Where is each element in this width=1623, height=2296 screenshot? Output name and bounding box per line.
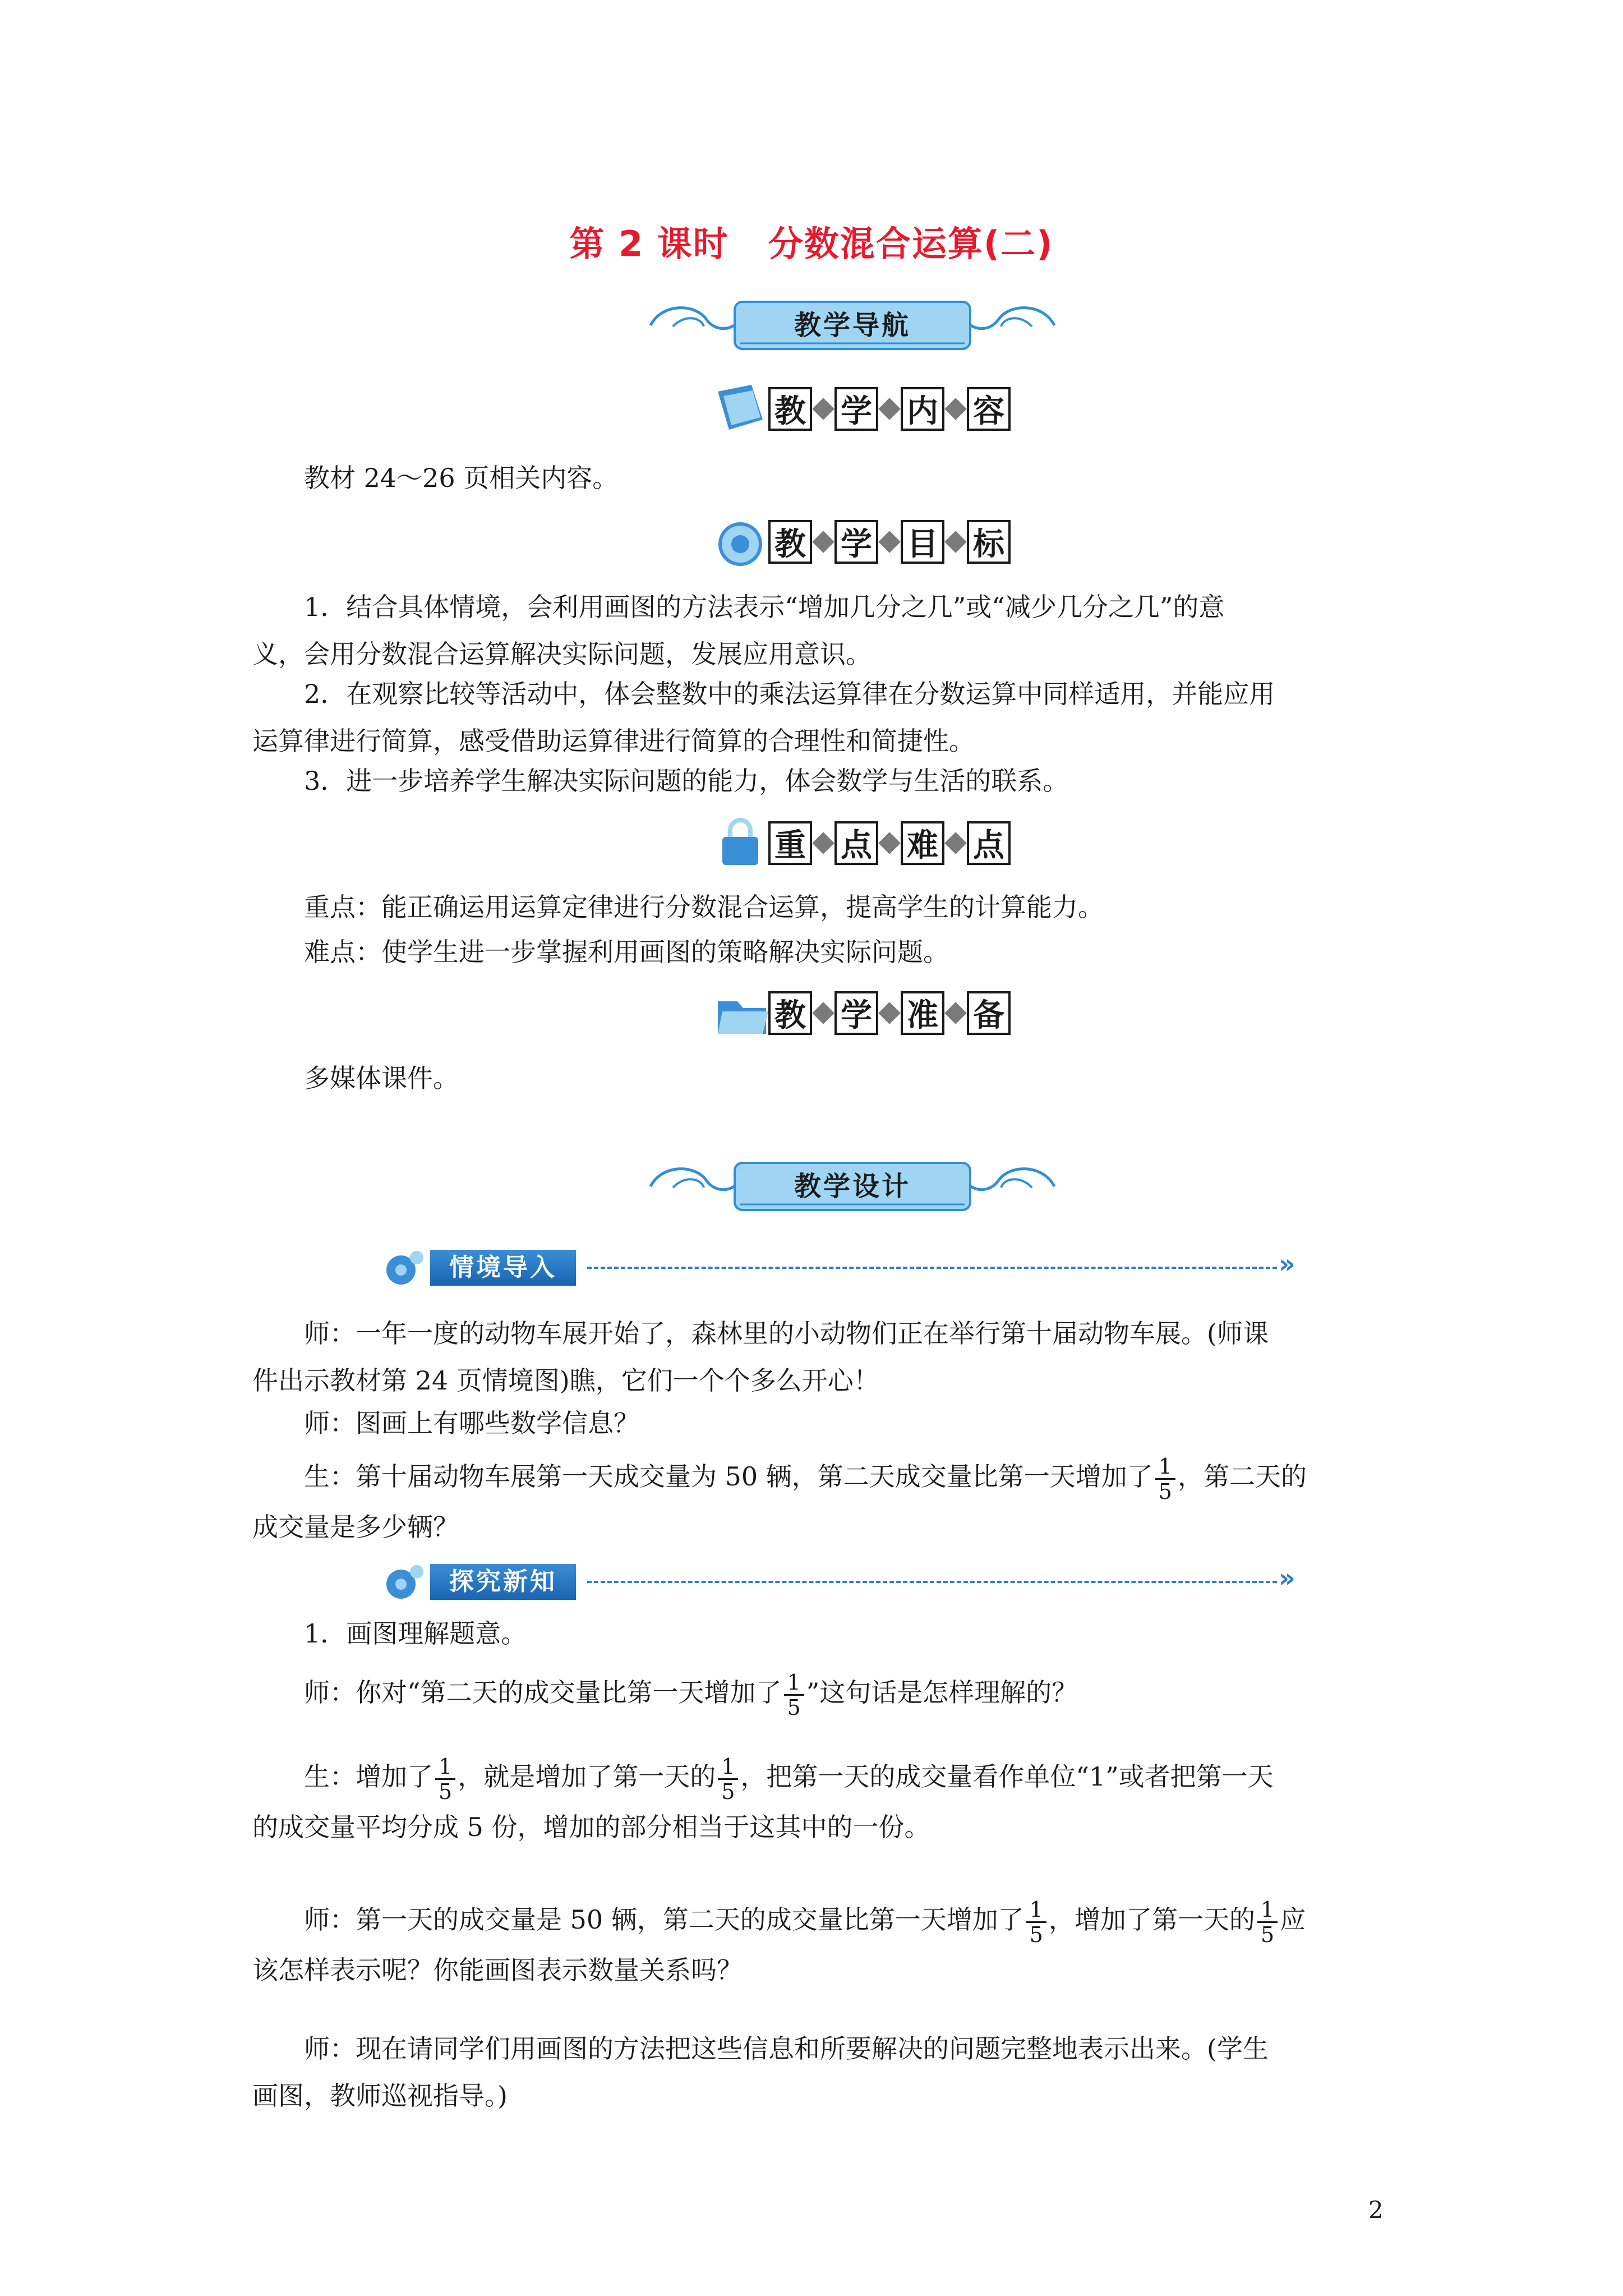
- q5: 师：现在请同学们用画图的方法把这些信息和所要解决的问题完整地表示出来。(学生 画图，教师巡视指导。): [252, 2033, 1269, 2111]
- q3: 生：增加了 $\frac{1}{5}$ ，就是增加了第一天的 $\frac{1}{5}$ ，把第一天的成交量看作单位“1”或者把第一天 的成交量平均分成 5 份，增加的部分相当于这其中的一份。: [252, 1754, 1274, 1842]
- phase-scenario-intro: 情境导入 »: [379, 1245, 1321, 1290]
- gear-icon: [379, 1559, 429, 1604]
- goal-2: 2．在观察比较等活动中，体会整数中的乘法运算律在分数运算中同样适用，并能应用 运算律进行简算，感受借助运算律进行简算的合理性和简捷性。: [252, 679, 1275, 756]
- goal-1: 1．结合具体情境，会利用画图的方法表示“增加几分之几”或“减少几分之几”的意 义，会用分数混合运算解决实际问题，发展应用意识。: [252, 592, 1225, 669]
- document-page: 第 2 课时 分数混合运算(二) 教学导航 教 学 内 容 教材 24～26 页相关内容。 教 学 目 标 1．结合具体情境，会利用画图的方法表示“增加几分之几”或“减少几分之几”的意 义，会用分数混合运算解决实际问题，发展应用意识。 2．在观察比较等活动中，体会整数中的乘法运算律在分数运算中同样适用，并能应用 运算律进行简算，感受借助运算律进行简算的合理性和简捷性。 3．进一步培养学生解决实际问题的能力，体会数学与生活的联系。 重 点 难 点 重点：能正确运用运算定律进行分数混合运算，提高学生的计算能力。 难点：使学生进一步掌握利用画图的策略解决实际问题。 教 学 准 备 多媒体课件。 教学设计 情境导入 » 师：一年一度的动物车展开始了，森林里的小动物们正在举行第十届动物车展。(师课 件出示教材第 24 页情境图)瞧，它们一个个多么开心！ 师：图画上有哪些数学信息？ 生：第十届动物车展第一天成交量为 50 辆，第二天成交量比第一天增加了 $\frac{1}{5}$ ，第二天的 成交量是多少辆？ 探究新知 » 1．画图理解题意。 师：你对“第二天的成交量比第一天增加了 $\frac{1}{5}$ ”这句话是怎样理解的？ 生：增加了 $\frac{1}{5}$ ，就是增加了第一天的 $\frac{1}{5}$ ，把第一天的成交量看作单位“1”或者把第一天 的成交量平均分成 5 份，增加的部分相当于这其中的一份。 师：第一天的成交量是 50 辆，第二天的成交量比第一天增加了 $\frac{1}{5}$ ，增加了第一天的 $\frac{1}{5}$ 应 该怎样表示呢？你能画图表示数量关系吗？ 师：现在请同学们用画图的方法把这些信息和所要解决的问题完整地表示出来。(学生 画图，教师巡视指导。) 2: [0, 0, 1623, 2296]
- fraction: $\frac{1}{5}$: [1026, 1898, 1046, 1947]
- fraction: $\frac{1}{5}$: [784, 1671, 804, 1719]
- page-number: 2: [1368, 2196, 1384, 2224]
- difficult-point: 难点：使学生进一步掌握利用画图的策略解决实际问题。: [304, 937, 949, 967]
- banner-teaching-design: 教学设计: [639, 1153, 1066, 1220]
- phase-explore-new: 探究新知 »: [379, 1559, 1321, 1604]
- key-point: 重点：能正确运用运算定律进行分数混合运算，提高学生的计算能力。: [304, 892, 1104, 922]
- prep-text: 多媒体课件。: [304, 1063, 459, 1093]
- book-icon: [712, 380, 774, 436]
- q1: 1．画图理解题意。: [304, 1618, 527, 1649]
- content-text: 教材 24～26 页相关内容。: [304, 463, 619, 493]
- fraction: $\frac{1}{5}$: [1155, 1455, 1175, 1503]
- lesson-title: 第 2 课时 分数混合运算(二): [569, 223, 1054, 264]
- p3: 生：第十届动物车展第一天成交量为 50 辆，第二天成交量比第一天增加了 $\frac{1}{5}$ ，第二天的 成交量是多少辆？: [252, 1453, 1307, 1542]
- fraction: $\frac{1}{5}$: [718, 1755, 738, 1803]
- target-icon: [712, 513, 774, 569]
- p1: 师：一年一度的动物车展开始了，森林里的小动物们正在举行第十届动物车展。(师课 件出示教材第 24 页情境图)瞧，它们一个个多么开心！: [252, 1318, 1269, 1396]
- q2: 师：你对“第二天的成交量比第一天增加了 $\frac{1}{5}$ ”这句话是怎样理解的？: [304, 1669, 1078, 1720]
- goal-3: 3．进一步培养学生解决实际问题的能力，体会数学与生活的联系。: [304, 766, 1069, 796]
- folder-icon: [712, 984, 774, 1041]
- arrow-icon: »: [1279, 1563, 1295, 1593]
- fraction: $\frac{1}{5}$: [1257, 1898, 1278, 1947]
- p2: 师：图画上有哪些数学信息？: [304, 1408, 639, 1438]
- gear-icon: [379, 1245, 429, 1290]
- arrow-icon: »: [1279, 1249, 1295, 1279]
- banner-teaching-navigation: 教学导航: [639, 292, 1066, 359]
- lock-icon: [712, 815, 774, 871]
- q4: 师：第一天的成交量是 50 辆，第二天的成交量比第一天增加了 $\frac{1}{5}$ ，增加了第一天的 $\frac{1}{5}$ 应 该怎样表示呢？你能画图表示数量关系吗？: [252, 1897, 1306, 1985]
- fraction: $\frac{1}{5}$: [435, 1755, 455, 1803]
